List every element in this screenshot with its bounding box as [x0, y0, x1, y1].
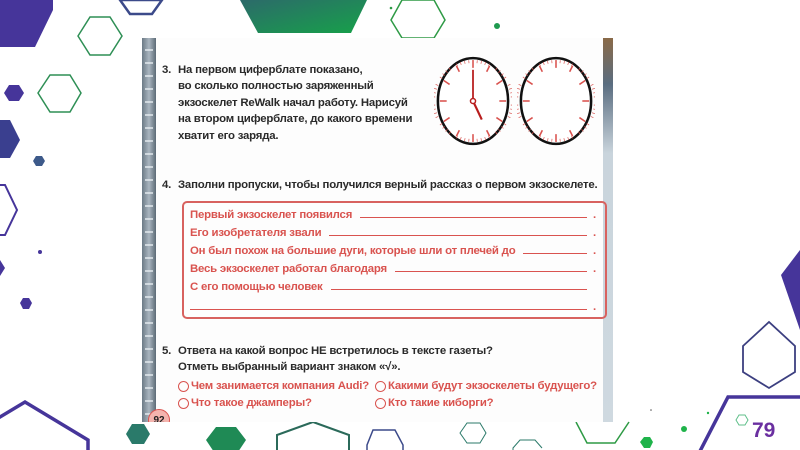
- task-number: 4.: [162, 179, 172, 191]
- task-3: [162, 62, 432, 144]
- worksheet-content: [162, 38, 597, 422]
- task-text-line: На первом циферблате показано,: [178, 64, 363, 76]
- option-future-exoskeletons[interactable]: [375, 380, 597, 392]
- answer-blank[interactable]: [329, 234, 587, 236]
- option-label: Что такое джамперы?: [191, 397, 312, 409]
- fill-row: [190, 205, 599, 221]
- fill-row-label: С его помощью человек: [190, 281, 323, 293]
- answer-blank[interactable]: [360, 216, 587, 218]
- task-text-line: Отметь выбранный вариант знаком «√».: [178, 361, 401, 374]
- radio-circle-icon[interactable]: [178, 381, 189, 392]
- textbook-page-photo: [142, 38, 613, 422]
- task-number: 5.: [162, 345, 172, 357]
- fill-row-label: Он был похож на большие дуги, которые шли от плечей до: [190, 245, 516, 257]
- task-text-line: на втором циферблате, до какого времени: [178, 113, 413, 126]
- answer-blank[interactable]: [523, 252, 587, 254]
- answer-blank[interactable]: [331, 288, 587, 290]
- option-audi[interactable]: [178, 380, 369, 392]
- fill-row-label: Первый экзоскелет появился: [190, 209, 353, 221]
- slide-page-number: 79: [752, 419, 776, 442]
- fill-row: [190, 259, 599, 275]
- fill-row: [190, 223, 599, 239]
- option-label: Чем занимается компания Audi?: [191, 380, 370, 392]
- fill-row-suffix: .: [593, 263, 596, 275]
- option-label: Кто такие киборги?: [388, 397, 494, 409]
- page-left-edge: [142, 38, 156, 422]
- book-page-badge: 92: [148, 409, 170, 422]
- task-number: 3.: [162, 64, 172, 76]
- radio-circle-icon[interactable]: [375, 381, 386, 392]
- fill-row: [190, 241, 599, 257]
- fill-row-suffix: .: [593, 227, 596, 239]
- fill-row-suffix: .: [593, 209, 596, 221]
- fill-row: [190, 297, 599, 313]
- option-label: Какими будут экзоскелеты будущего?: [388, 380, 597, 392]
- answer-blank[interactable]: [190, 308, 587, 310]
- fill-row-label: Его изобретателя звали: [190, 227, 322, 239]
- fill-row-label: Весь экзоскелет работал благодаря: [190, 263, 387, 275]
- task-text-line: экзоскелет ReWalk начал работу. Нарисуй: [178, 96, 408, 109]
- option-cyborgs[interactable]: [375, 397, 493, 409]
- task-text-line: Ответа на какой вопрос НЕ встретилось в тексте газеты?: [178, 345, 493, 357]
- task-4: [162, 177, 602, 193]
- clock-face-start: [434, 53, 512, 149]
- radio-circle-icon[interactable]: [178, 398, 189, 409]
- option-jumpers[interactable]: [178, 397, 312, 409]
- fill-row-suffix: .: [593, 301, 596, 313]
- fill-row-suffix: .: [593, 245, 596, 257]
- task-text-line: хватит его заряда.: [178, 129, 279, 142]
- clock-face-empty[interactable]: [517, 53, 595, 149]
- fill-in-box: [182, 201, 607, 319]
- task-5: [162, 343, 602, 376]
- task-text-line: во сколько полностью заряженный: [178, 80, 374, 93]
- task-title: Заполни пропуски, чтобы получился верный рассказ о первом экзоскелете.: [178, 179, 598, 191]
- fill-row: [190, 277, 599, 293]
- radio-circle-icon[interactable]: [375, 398, 386, 409]
- answer-blank[interactable]: [395, 270, 587, 272]
